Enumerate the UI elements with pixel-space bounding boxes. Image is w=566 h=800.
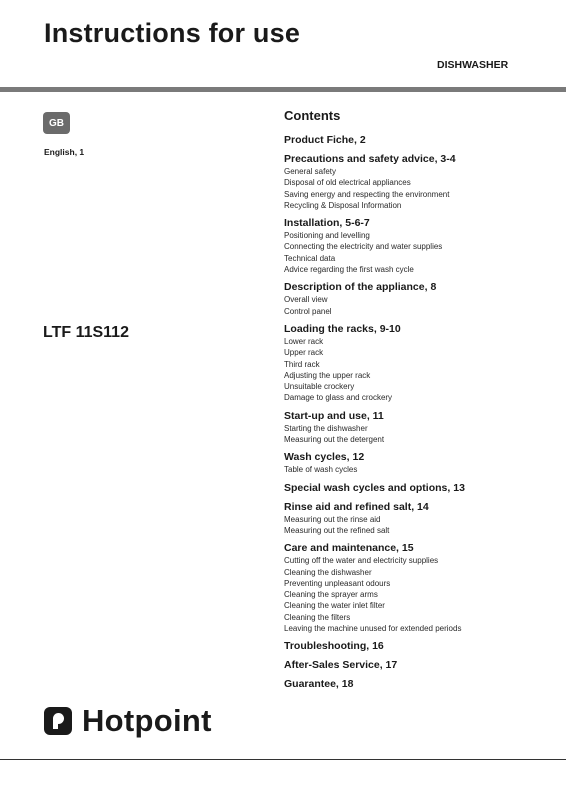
toc-section-title: Precautions and safety advice, 3-4 <box>284 153 456 165</box>
toc-section <box>284 450 554 475</box>
toc-sub-item: Lower rack <box>284 336 324 346</box>
toc-sub-item: General safety <box>284 167 337 176</box>
toc-section-list <box>284 133 554 691</box>
toc-section-title: Description of the appliance, 8 <box>284 281 437 294</box>
toc-section <box>284 152 554 211</box>
toc-sub-item: Disposal of old electrical appliances <box>284 178 411 188</box>
toc-section-title: Special wash cycles and options, 13 <box>284 481 465 494</box>
toc-sub-item: Preventing unpleasant odours <box>284 578 391 588</box>
toc-sub-item: Damage to glass and crockery <box>284 393 393 403</box>
toc-section-title: Rinse aid and refined salt, 14 <box>284 500 429 513</box>
toc-sub-item: Technical data <box>284 253 336 263</box>
toc-sub-item: Starting the dishwasher <box>284 423 368 433</box>
toc-sub-item: Overall view <box>284 295 328 305</box>
footer-divider <box>0 759 566 760</box>
toc-sub-item: Cleaning the filters <box>284 612 351 622</box>
model-number: LTF 11S112 <box>43 324 129 341</box>
toc-sub-item: Cleaning the dishwasher <box>284 567 372 577</box>
language-badge: GB <box>43 112 70 134</box>
toc-sub-item: Upper rack <box>284 348 324 358</box>
toc-section <box>284 541 554 634</box>
toc-section <box>284 500 554 537</box>
toc-section-title: Start-up and use, 11 <box>284 409 384 422</box>
toc-section <box>284 639 554 653</box>
toc-sub-item: Unsuitable crockery <box>284 382 355 392</box>
toc-sub-item: Cleaning the water inlet filter <box>284 601 385 611</box>
toc-section <box>284 322 554 404</box>
toc-sub-item: Advice regarding the first wash cycle <box>284 265 414 275</box>
toc-section-title: Guarantee, 18 <box>284 678 354 691</box>
toc-section-title: Loading the racks, 9-10 <box>284 322 401 335</box>
toc-sub-item: Leaving the machine unused for extended periods <box>284 624 462 634</box>
toc-section <box>284 409 554 446</box>
toc-sub-item: Measuring out the rinse aid <box>284 514 381 524</box>
toc-sub-item: Adjusting the upper rack <box>284 370 371 380</box>
page-title: Instructions for use <box>44 18 301 48</box>
language-label: English, 1 <box>44 147 85 157</box>
hotpoint-logo-icon <box>44 707 72 735</box>
toc-sub-item: Connecting the electricity and water supplies <box>284 242 443 252</box>
toc-section <box>284 280 554 317</box>
toc-sub-item: Cutting off the water and electricity supplies <box>284 556 439 566</box>
toc-section <box>284 677 554 691</box>
table-of-contents <box>284 108 554 696</box>
toc-sub-item: Cleaning the sprayer arms <box>284 590 378 600</box>
toc-section-title: Care and maintenance, 15 <box>284 542 414 555</box>
contents-heading: Contents <box>284 108 341 123</box>
toc-section-title: After-Sales Service, 17 <box>284 659 398 672</box>
toc-section <box>284 216 554 275</box>
product-type-label: DISHWASHER <box>437 59 509 71</box>
toc-sub-item: Measuring out the refined salt <box>284 525 390 535</box>
toc-section-title: Product Fiche, 2 <box>284 134 366 146</box>
toc-section-title: Troubleshooting, 16 <box>284 640 384 653</box>
toc-sub-item: Control panel <box>284 306 332 316</box>
toc-section <box>284 658 554 672</box>
toc-sub-item: Saving energy and respecting the environment <box>284 189 450 199</box>
brand-logo <box>44 703 212 739</box>
toc-section-title: Installation, 5-6-7 <box>284 217 370 230</box>
toc-sub-item: Positioning and levelling <box>284 231 370 241</box>
toc-section <box>284 481 554 495</box>
toc-section-title: Wash cycles, 12 <box>284 451 365 464</box>
toc-section <box>284 133 554 147</box>
toc-sub-item: Table of wash cycles <box>284 465 358 475</box>
toc-sub-item: Measuring out the detergent <box>284 435 385 445</box>
header-divider <box>0 87 566 92</box>
toc-sub-item: Recycling & Disposal Information <box>284 200 402 210</box>
brand-name: Hotpoint <box>82 703 212 738</box>
toc-sub-item: Third rack <box>284 359 320 369</box>
